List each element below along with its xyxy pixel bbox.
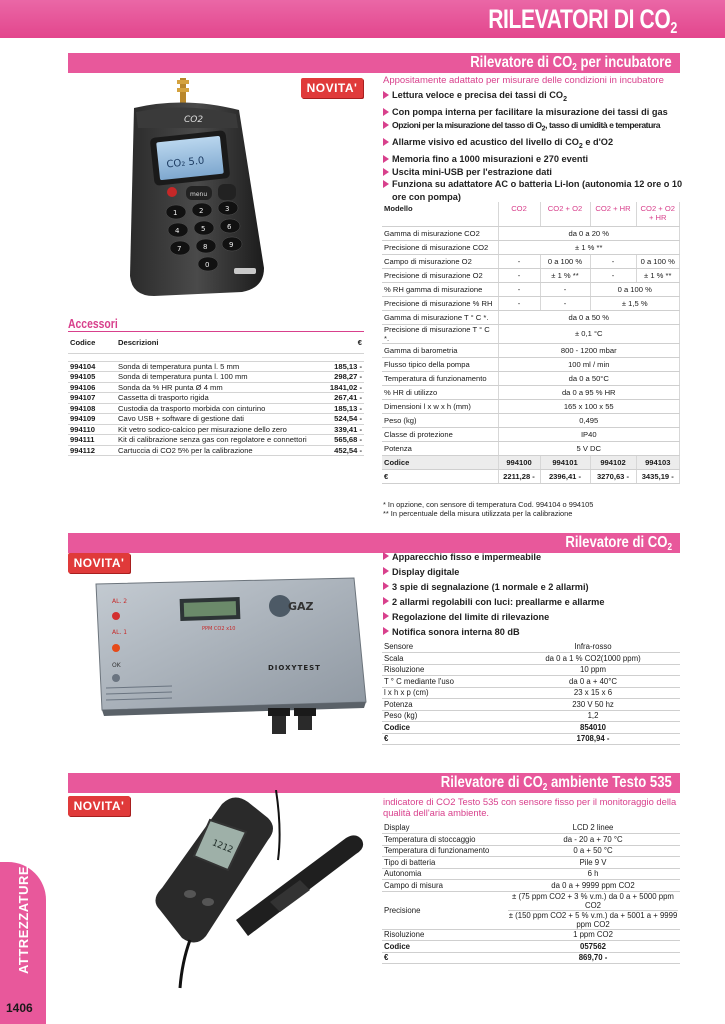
spec-value: 0 a 100 % [540,254,590,268]
spec-label: l x h x p (cm) [382,687,506,699]
spec-row [382,699,680,711]
spec-label: % RH gamma di misurazione [382,282,498,296]
novita-badge: NOVITA' [301,78,363,98]
spec-value: ± 0,1 °C [498,324,680,343]
spec-value [506,733,680,745]
spec-label: Campo di misura [382,880,506,892]
section-title-testo: Rilevatore di $CO_2$ ambiente Testo 535 [68,773,680,793]
spec-row [382,733,680,745]
feature-item: Memoria fino a 1000 misurazioni e 270 eventi [383,153,683,166]
spec-row [382,664,680,676]
spec-value: da 0 a 50 % [498,310,680,324]
spec-label: Temperatura di funzionamento [382,845,506,857]
spec-value-line: Pile 9 V [579,857,607,867]
accessory-desc: Sonda di temperatura punta l. 100 mm [116,372,318,383]
spec-label: Precisione di misurazione T ° C *. [382,324,498,343]
spec-row [382,254,680,268]
spec-row [382,687,680,699]
price-cell: 2211,28 - [498,469,540,483]
spec-label: € [382,733,506,745]
spec-value [506,891,680,929]
spec-value-line: 1708,94 - [576,734,610,744]
spec-row [382,929,680,941]
accessory-code: 994106 [68,382,116,393]
accessory-desc: Sonda di temperatura punta l. 5 mm [116,361,318,372]
testo-spec-table [382,822,680,964]
accessories-header-row [68,333,364,353]
spec-value [506,722,680,734]
al2-label: AL. 2 [112,598,128,605]
spec-label: Temperatura di stoccaggio [382,834,506,846]
codes-label: Codice [382,455,498,469]
code-cell: 994102 [590,455,636,469]
brand-text: GAZ [288,600,314,613]
fixed-detector-feature-list [383,550,683,640]
spec-value: - [540,282,590,296]
spec-value: 0,495 [498,413,680,427]
spec-row [382,952,680,964]
spec-header-col: CO2 + O2 [540,202,590,226]
spec-value: - [498,296,540,310]
accessory-desc: Cassetta di trasporto rigida [116,393,318,404]
spec-value [506,941,680,953]
spec-value-line: da 0 a + 40°C [569,676,617,686]
fixed-detector-image [92,576,370,740]
spec-value: - [498,268,540,282]
spec-row [382,641,680,653]
spec-value-line: 1 ppm CO2 [573,930,613,940]
spec-value-line: Infra-rosso [574,642,612,651]
feature-item: 2 allarmi regolabili con luci: preallarme e allarme [383,595,683,610]
accessory-row [68,372,364,383]
spec-label: Risoluzione [382,929,506,941]
spec-label: Codice [382,941,506,953]
spec-value: da 0 a 95 % HR [498,385,680,399]
spec-value: - [590,254,636,268]
spec-value-line: 1,2 [587,711,599,721]
accessory-code: 994109 [68,414,116,425]
spec-row [382,413,680,427]
spec-row [382,324,680,343]
spec-label: Potenza [382,441,498,455]
alarm1-led [112,644,120,652]
spec-row [382,653,680,665]
spec-value-line: 6 h [587,869,599,879]
spec-row [382,834,680,846]
accessory-code: 994104 [68,361,116,372]
spec-header-col: CO2 + HR [590,202,636,226]
accessory-row [68,424,364,435]
svg-text:8: 8 [203,243,208,251]
spec-value: 0 a 100 % [590,282,680,296]
spec-value: 100 ml / min [498,357,680,371]
spec-value-line: da 0 a + 9999 ppm CO2 [551,880,635,890]
spec-value [506,845,680,857]
spec-label: Display [382,822,506,834]
accessory-price: 524,54 - [318,414,364,425]
accessory-price: 452,54 - [318,445,364,456]
spec-label: Autonomia [382,868,506,880]
feature-item: Lettura veloce e precisa dei tassi di $CO_2$ [383,89,683,106]
spec-label: Precisione di misurazione % RH [382,296,498,310]
spec-row [382,268,680,282]
spec-row [382,343,680,357]
spec-label: Campo di misurazione O2 [382,254,498,268]
spec-label: Classe di protezione [382,427,498,441]
price-cell: 2396,41 - [540,469,590,483]
spec-value [506,929,680,941]
spec-row [382,891,680,929]
spec-value-line: 0 a + 50 °C [573,846,613,856]
svg-text:6: 6 [227,223,232,231]
spec-label: Flusso tipico della pompa [382,357,498,371]
accessory-price: 185,13 - [318,361,364,372]
spec-row [382,441,680,455]
spec-value: - [590,268,636,282]
incubator-meter-image [114,78,274,300]
accessory-row [68,403,364,414]
al1-label: AL. 1 [112,629,128,636]
category-label: ATTREZZATURE [16,865,31,974]
spec-value-line: 869,70 - [578,953,608,963]
spec-label: Potenza [382,699,506,711]
spec-header-row [382,202,680,226]
feature-item: Opzioni per la misurazione del tasso di $O_2$, tasso di umidità e temperatura [383,119,683,136]
spec-value-line: 10 ppm [579,665,606,675]
spec-value-line: 230 V 50 hz [572,699,614,709]
spec-value: da 0 a 20 % [498,226,680,240]
svg-text:1212: 1212 [210,838,235,856]
accessory-row [68,382,364,393]
accessory-code: 994107 [68,393,116,404]
spec-value [506,952,680,964]
maker-text: DIOXYTEST [268,664,321,672]
spec-value: - [498,254,540,268]
spec-label: Precisione [382,891,506,929]
spec-value [506,834,680,846]
accessory-row [68,393,364,404]
menu-key-label: menu [190,191,208,198]
testo-meter-image [150,790,380,990]
ok-label: OK [112,662,121,669]
accessory-code: 994112 [68,445,116,456]
svg-text:9: 9 [229,241,234,249]
spec-prices-row [382,469,680,483]
spec-label: Temperatura di funzionamento [382,371,498,385]
spec-row [382,868,680,880]
code-cell: 994103 [636,455,680,469]
col-desc-header: Descrizioni [116,333,318,353]
incubator-intro: Appositamente adattato per misurare delle condizioni in incubatore [383,75,664,86]
meter-screen-text: CO₂ 5.0 [166,155,205,171]
accessories-table [68,333,364,456]
novita-badge: NOVITA' [68,553,130,573]
spec-value-line: ± (150 ppm CO2 + 5 % v.m.) da + 5001 a + 9999 ppm CO2 [508,910,678,929]
accessory-row [68,435,364,446]
spec-value [506,868,680,880]
accessory-code: 994108 [68,403,116,414]
spec-value-line: 057562 [579,941,607,951]
prices-label: € [382,469,498,483]
spec-row [382,371,680,385]
svg-text:7: 7 [177,245,182,253]
accessory-desc: Kit di calibrazione senza gas con regolatore e connettori [116,435,318,446]
svg-text:2: 2 [199,207,204,215]
incubator-spec-table [382,202,680,484]
spec-label: Tipo di batteria [382,857,506,869]
footnote-2: ** In percentuale della misura utilizzata per la calibrazione [383,509,573,518]
feature-item: Allarme visivo ed acustico del livello di $CO_2$ e d'O2 [383,136,683,153]
display-caption: PPM CO2 x10 [202,626,236,632]
spec-value-line: ± (75 ppm CO2 + 3 % v.m.) da 0 a + 5000 ppm CO2 [512,891,674,910]
accessory-code: 994105 [68,372,116,383]
spec-value: 800 - 1200 mbar [498,343,680,357]
section-title-incubator: Rilevatore di $CO_2$ per incubatore [68,53,680,73]
spec-label: Peso (kg) [382,413,498,427]
spec-row [382,722,680,734]
spec-row [382,310,680,324]
spec-value [506,880,680,892]
accessory-price: 267,41 - [318,393,364,404]
incubator-feature-list [383,89,683,203]
spec-row [382,226,680,240]
accessory-price: 1841,02 - [318,382,364,393]
price-cell: 3435,19 - [636,469,680,483]
feature-item: Funziona su adattatore AC o batteria Li-Ion (autonomia 12 ore o 10 ore con pompa) [383,178,683,203]
feature-item: Uscita mini-USB per l'estrazione dati [383,166,683,179]
footnote-1: * In opzione, con sensore di temperatura Cod. 994104 o 994105 [383,500,594,509]
spec-value: ± 1 % ** [540,268,590,282]
accessory-code: 994111 [68,435,116,446]
spec-value: 165 x 100 x 55 [498,399,680,413]
code-cell: 994101 [540,455,590,469]
svg-text:0: 0 [205,261,210,269]
spec-label: % HR di utilizzo [382,385,498,399]
spec-row [382,822,680,834]
spec-label: Gamma di misurazione CO2 [382,226,498,240]
spec-value: ± 1 % ** [636,268,680,282]
page-number: 1406 [6,1001,33,1015]
spec-label: Precisione di misurazione O2 [382,268,498,282]
spec-value-line: LCD 2 linee [572,823,614,832]
novita-badge: NOVITA' [68,796,130,816]
spec-value: IP40 [498,427,680,441]
spec-value [506,822,680,834]
spec-label: Risoluzione [382,664,506,676]
spec-value [506,699,680,711]
spec-value: - [498,282,540,296]
accessories-divider [68,331,364,332]
svg-text:3: 3 [225,205,230,213]
accessory-row [68,445,364,456]
accessories-title: Accessori [68,316,118,331]
alarm2-led [112,612,120,620]
col-code-header: Codice [68,333,116,353]
feature-item: Display digitale [383,565,683,580]
spec-value-line: 854010 [579,722,607,732]
spec-row [382,357,680,371]
spec-value-line: da 0 a 1 % CO2(1000 ppm) [545,653,641,663]
spec-row [382,282,680,296]
svg-text:5: 5 [201,225,206,233]
svg-text:4: 4 [175,227,180,235]
spec-row [382,845,680,857]
accessory-code: 994110 [68,424,116,435]
feature-item: Con pompa interna per facilitare la misurazione dei tassi di gas [383,106,683,119]
feature-item: Notifica sonora interna 80 dB [383,625,683,640]
spec-value [506,687,680,699]
accessory-price: 565,68 - [318,435,364,446]
accessory-desc: Sonda da % HR punta Ø 4 mm [116,382,318,393]
spec-value [506,710,680,722]
spec-label: Gamma di misurazione T ° C *. [382,310,498,324]
accessory-row [68,414,364,425]
accessory-price: 298,27 - [318,372,364,383]
svg-text:1: 1 [173,209,178,217]
spec-value [506,857,680,869]
spec-label: Sensore [382,641,506,653]
spec-row [382,676,680,688]
spec-row [382,880,680,892]
testo-intro: indicatore di CO2 Testo 535 con sensore fisso per il monitoraggio della qualità dell'aria ambiente. [383,796,677,818]
spec-label: € [382,952,506,964]
spec-row [382,385,680,399]
spec-label: T ° C mediante l'uso [382,676,506,688]
accessory-desc: Cavo USB + software di gestione dati [116,414,318,425]
accessory-row [68,361,364,372]
spec-value: da 0 a 50°C [498,371,680,385]
enter-key[interactable] [218,184,236,200]
spec-label: Codice [382,722,506,734]
spec-row [382,941,680,953]
spec-codes-row [382,455,680,469]
spec-value [506,664,680,676]
accessory-desc: Custodia da trasporto morbida con cinturino [116,403,318,414]
spec-row [382,857,680,869]
spec-row [382,399,680,413]
spec-label: Gamma di barometria [382,343,498,357]
feature-item: Apparecchio fisso e impermeabile [383,550,683,565]
accessory-price: 339,41 - [318,424,364,435]
accessory-price: 185,13 - [318,403,364,414]
spec-value-line: da - 20 a + 70 °C [563,834,623,844]
spec-value: ± 1,5 % [590,296,680,310]
page-title: RILEVATORI DI $CO_2$ [488,4,677,37]
price-cell: 3270,63 - [590,469,636,483]
spec-value: 5 V DC [498,441,680,455]
spec-row [382,240,680,254]
accessory-desc: Kit vetro sodico-calcico per misurazione dello zero [116,424,318,435]
spec-value: - [540,296,590,310]
spec-header-col: CO2 [498,202,540,226]
spec-header-col: CO2 + O2 + HR [636,202,680,226]
spec-label: Peso (kg) [382,710,506,722]
feature-item: 3 spie di segnalazione (1 normale e 2 allarmi) [383,580,683,595]
feature-item: Regolazione del limite di rilevazione [383,610,683,625]
code-cell: 994100 [498,455,540,469]
spec-value [506,641,680,653]
spec-value [506,676,680,688]
spec-label: Dimensioni l x w x h (mm) [382,399,498,413]
spec-value: 0 a 100 % [636,254,680,268]
meter-brand: CO2 [184,115,204,125]
spec-row [382,427,680,441]
fixed-detector-spec-table [382,641,680,745]
section-title-fixed-detector: Rilevatore di $CO_2$ [68,533,680,553]
accessory-desc: Cartuccia di CO2 5% per la calibrazione [116,445,318,456]
spec-value [506,653,680,665]
spec-label: Precisione di misurazione CO2 [382,240,498,254]
spec-label: Scala [382,653,506,665]
spec-value-line: 23 x 15 x 6 [573,688,613,698]
col-price-header: € [318,333,364,353]
power-button[interactable] [167,187,177,197]
spec-row [382,710,680,722]
spec-header-model: Modello [382,202,498,226]
spec-value: ± 1 % ** [498,240,680,254]
spec-row [382,296,680,310]
ok-led [112,674,120,682]
